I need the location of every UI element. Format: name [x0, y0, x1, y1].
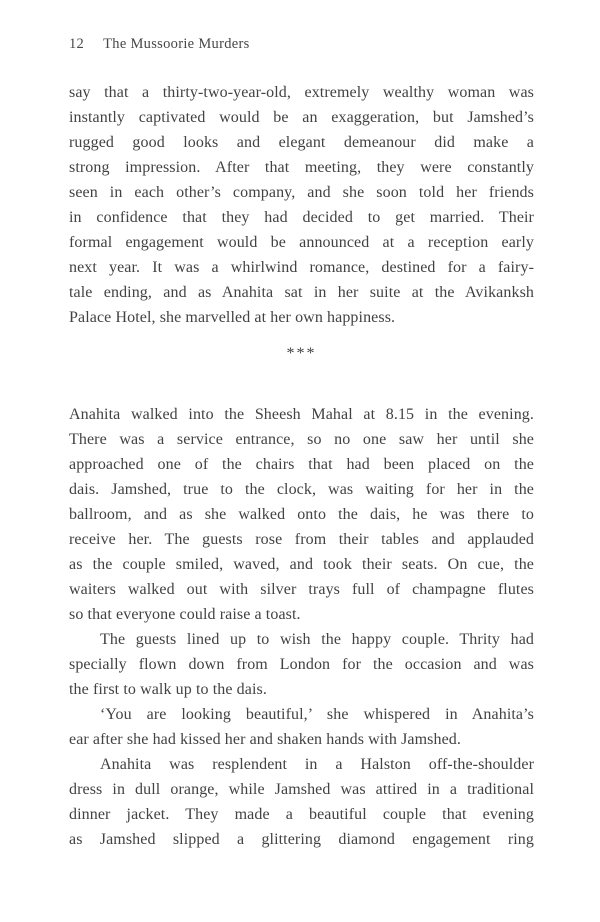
text-line: Anahita was resplendent in a Halston off-the-shoulder — [100, 756, 534, 773]
text-line: dinner jacket. They made a beautiful couple that evening — [69, 806, 534, 823]
text-line: strong impression. After that meeting, they were constantly — [69, 159, 534, 176]
text-line: in confidence that they had decided to get married. Their — [69, 209, 534, 226]
page-number: 12 — [69, 36, 85, 52]
text-line: as the couple smiled, waved, and took their seats. On cue, the — [69, 556, 534, 573]
text-line: formal engagement would be announced at a reception early — [69, 234, 534, 251]
paragraph-1 — [69, 80, 534, 330]
running-header — [69, 36, 534, 52]
text-line: receive her. The guests rose from their tables and applauded — [69, 531, 534, 548]
paragraph-5 — [69, 752, 534, 852]
text-line: rugged good looks and elegant demeanour did make a — [69, 134, 534, 151]
text-line: approached one of the chairs that had been placed on the — [69, 456, 534, 473]
text-line: Anahita walked into the Sheesh Mahal at 8.15 in the evening. — [69, 406, 534, 423]
text-line: waiters walked out with silver trays full of champagne flutes — [69, 581, 534, 598]
text-line: ballroom, and as she walked onto the dais, he was there to — [69, 506, 534, 523]
text-line: say that a thirty-two-year-old, extremely wealthy woman was — [69, 84, 534, 101]
text-line: dress in dull orange, while Jamshed was attired in a traditional — [69, 781, 534, 798]
paragraph-3 — [69, 627, 534, 702]
text-line: next year. It was a whirlwind romance, destined for a fairy- — [69, 259, 534, 276]
text-line: The guests lined up to wish the happy couple. Thrity had — [100, 631, 534, 648]
text-line: Palace Hotel, she marvelled at her own happiness. — [69, 309, 396, 326]
text-line: ‘You are looking beautiful,’ she whispered in Anahita’s — [100, 706, 534, 723]
text-line: specially flown down from London for the occasion and was — [69, 656, 534, 673]
paragraph-4 — [69, 702, 534, 752]
paragraph-2 — [69, 402, 534, 627]
text-line: as Jamshed slipped a glittering diamond engagement ring — [69, 831, 534, 848]
text-line: tale ending, and as Anahita sat in her suite at the Avikanksh — [69, 284, 534, 301]
scene-break: *** — [286, 345, 317, 362]
text-line: ear after she had kissed her and shaken hands with Jamshed. — [69, 731, 462, 748]
text-line: dais. Jamshed, true to the clock, was waiting for her in the — [69, 481, 534, 498]
text-line: the first to walk up to the dais. — [69, 681, 267, 698]
text-line: instantly captivated would be an exaggeration, but Jamshed’s — [69, 109, 534, 126]
text-line: seen in each other’s company, and she soon told her friends — [69, 184, 534, 201]
text-line: so that everyone could raise a toast. — [69, 606, 301, 623]
page-body — [69, 80, 534, 852]
text-line: There was a service entrance, so no one saw her until she — [69, 431, 534, 448]
running-title: The Mussoorie Murders — [103, 36, 250, 52]
